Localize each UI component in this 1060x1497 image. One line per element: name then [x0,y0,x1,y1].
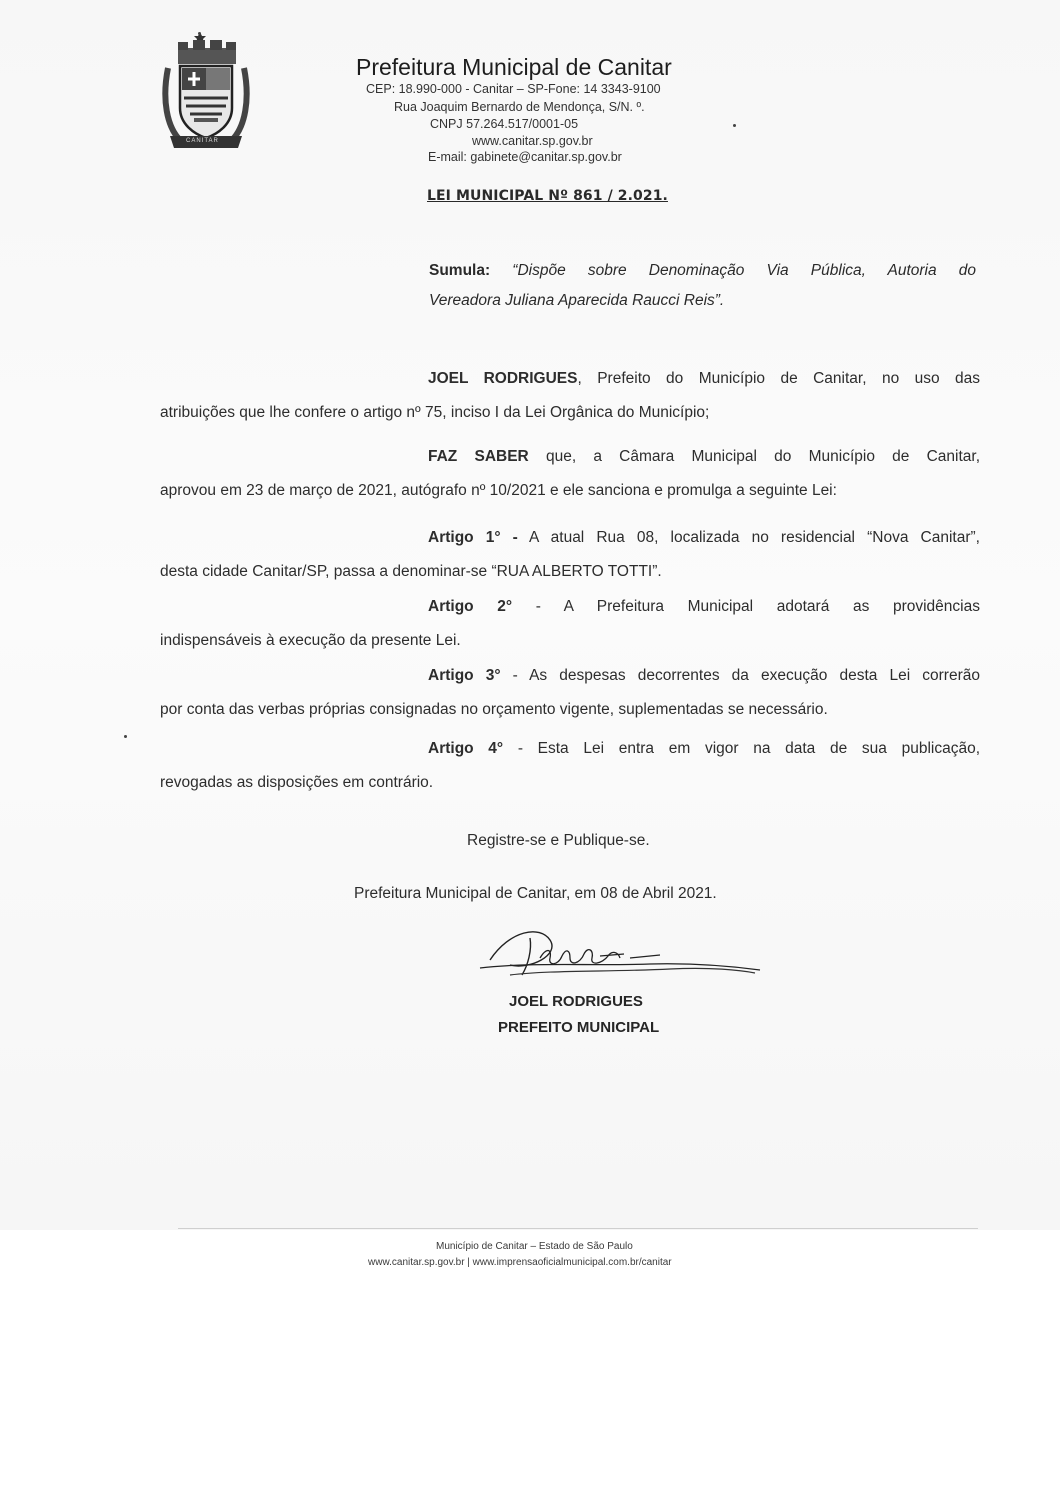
law-title: LEI MUNICIPAL Nº 861 / 2.021. [427,188,668,204]
municipal-crest-icon [160,28,252,153]
intro-line1 [160,362,980,396]
article-2 [160,590,980,658]
scan-speck [198,32,201,35]
article-1-line2: desta cidade Canitar/SP, passa a denominar-se “RUA ALBERTO TOTTI”. [160,563,662,580]
article-3-line1 [160,659,980,693]
letterhead-email: E-mail: gabinete@canitar.sp.gov.br [428,150,622,164]
article-2-line2: indispensáveis à execução da presente Lei. [160,632,461,649]
sumula-block [429,256,976,316]
article-4 [160,732,980,800]
crest-ribbon-text: CANITAR [186,138,219,144]
article-1 [160,521,980,589]
letterhead-title: Prefeitura Municipal de Canitar [356,54,672,80]
article-3 [160,659,980,727]
footer-divider [178,1228,978,1229]
signer-role: PREFEITO MUNICIPAL [498,1019,660,1036]
faz-saber-label: FAZ SABER [428,448,529,465]
letterhead-address-street: Rua Joaquim Bernardo de Mendonça, S/N. º. [394,100,645,114]
letterhead-website: www.canitar.sp.gov.br [472,134,593,148]
article-4-line1 [160,732,980,766]
place-and-date: Prefeitura Municipal de Canitar, em 08 de Abril 2021. [354,885,717,902]
signature-image [470,920,770,990]
sumula-label: Sumula: [429,262,491,279]
mayor-name: JOEL RODRIGUES [428,370,578,387]
article-2-line1 [160,590,980,624]
letterhead-cnpj: CNPJ 57.264.517/0001-05 [430,117,579,131]
article-2-label: Artigo 2° [428,598,513,615]
faz-saber-line1-text: que, a Câmara Municipal do Município de Canitar, [528,448,981,465]
footer-line2: www.canitar.sp.gov.br | www.imprensaoficialmunicipal.com.br/canitar [368,1257,672,1268]
sumula-text-line1: “Dispõe sobre Denominação Via Pública, Autoria do [512,262,976,279]
article-1-line1 [160,521,980,555]
scan-speck [124,735,127,738]
article-1-label: Artigo 1° - [428,529,518,546]
article-4-line2: revogadas as disposições em contrário. [160,774,434,791]
footer-line1: Município de Canitar – Estado de São Paulo [436,1241,633,1252]
faz-saber-paragraph [160,440,980,508]
intro-line2: atribuições que lhe confere o artigo nº 75, inciso I da Lei Orgânica do Município; [160,404,710,421]
faz-saber-line1 [160,440,980,474]
sumula-text-line2: Vereadora Juliana Aparecida Raucci Reis”. [429,292,725,309]
article-4-line1-text: - Esta Lei entra em vigor na data de sua publicação, [503,740,980,757]
intro-line1-text: , Prefeito do Município de Canitar, no uso das [577,370,980,387]
article-2-line1-text: - A Prefeitura Municipal adotará as providências [512,598,980,615]
intro-paragraph [160,362,980,430]
letterhead-address-cep: CEP: 18.990-000 - Canitar – SP-Fone: 14 3343-9100 [366,82,661,96]
scan-speck [733,124,736,127]
signer-name: JOEL RODRIGUES [509,993,643,1010]
article-1-line1-text: A atual Rua 08, localizada no residencial “Nova Canitar”, [517,529,980,546]
article-3-label: Artigo 3° [428,667,501,684]
article-3-line1-text: - As despesas decorrentes da execução desta Lei correrão [500,667,980,684]
closing-statement: Registre-se e Publique-se. [467,832,650,849]
article-3-line2: por conta das verbas próprias consignadas no orçamento vigente, suplementadas se necessário. [160,701,828,718]
article-4-label: Artigo 4° [428,740,504,757]
faz-saber-line2: aprovou em 23 de março de 2021, autógrafo nº 10/2021 e ele sanciona e promulga a seguinte Lei: [160,482,837,499]
